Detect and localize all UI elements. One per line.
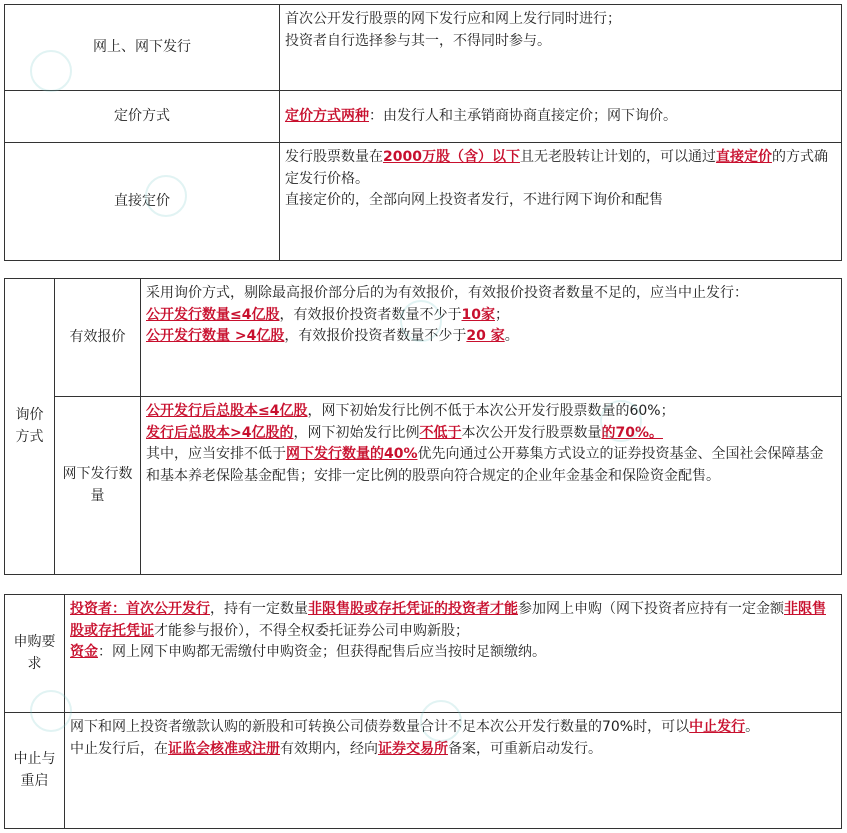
text: ； [494,306,509,323]
cell-label-offline-qty [55,397,141,575]
highlight-text: 公开发行后总股本≤4亿股 [146,403,308,419]
highlight-text: 投资者：首次公开发行 [70,601,210,617]
text: ，有效报价投资者数量不少于 [279,306,462,323]
highlight-text: 2000万股（含）以下 [383,149,520,165]
text-para [285,147,836,190]
cell-label-suspend [5,713,65,829]
cell-label-inquiry [5,279,55,575]
highlight-text: 中止发行 [689,719,746,735]
label-line: 中止与 [13,750,56,767]
label-line: 申购要 [13,633,56,650]
text-para [146,444,836,487]
highlight-text: 20 家 [466,328,505,345]
text-para [70,739,836,761]
cell-label-direct: 直接定价 [5,143,280,261]
cell-pricing [280,91,842,143]
highlight-text: 非限售股或存托凭证 [70,601,826,639]
cell-label-subscribe [5,595,65,713]
highlight-text: 公开发行数量 >4亿股 [146,328,285,345]
table-subscription [4,594,842,829]
label-line: 量 [90,487,105,504]
text: 的方式确定发行价格。 [285,149,828,187]
highlight-text: 的70%。 [601,424,663,441]
text: 。 [745,719,760,735]
text: ，有效报价投资者数量不少于 [284,328,467,345]
text: 且无老股转让计划的，可以通过 [519,149,716,165]
text-line: 首次公开发行股票的网下发行应和网上发行同时进行； [285,11,621,27]
table-inquiry-method [4,278,842,575]
table-row [5,143,842,261]
text: 发行股票数量在 [285,149,383,165]
text-para [146,423,836,445]
text: 。 [504,328,519,345]
highlight-text: 不低于 [419,424,462,441]
cell-direct [280,143,842,261]
text: ：网上网下申购都无需缴付申购资金；但获得配售后应当按时足额缴纳。 [98,644,546,661]
cell-offline-qty [141,397,842,575]
text: ，持有一定数量 [210,601,308,617]
text: 才能参与报价），不得全权委托证券公司申购新股； [154,622,469,639]
highlight-text: 资金 [70,644,98,661]
highlight-text: 发行后总股本>4亿股的 [146,424,294,441]
highlight-text: 网下发行数量的40% [286,446,418,463]
text-para [70,599,836,642]
text: 备案，可重新启动发行。 [448,740,602,757]
text-para [146,326,836,348]
highlight-text: 10家 [461,306,495,323]
cell-suspend [65,713,842,829]
text: 其中，应当安排不低于 [146,446,286,463]
table-row [5,5,842,91]
table-row [5,595,842,713]
highlight-text: 证券交易所 [378,740,448,757]
text: ，网下初始发行比例不低于本次公开发行股票数量的60%； [307,403,675,419]
label-line: 方式 [15,428,44,445]
text-para [146,401,836,423]
table-row [5,279,842,397]
cell-subscribe [65,595,842,713]
table-row [5,713,842,829]
text: ：由发行人和主承销商协商直接定价；网下询价。 [369,107,677,124]
label-line: 重启 [20,772,49,789]
cell-label-valid-quote: 有效报价 [55,279,141,397]
cell-label-online-offline: 网上、网下发行 [5,5,280,91]
cell-valid-quote [141,279,842,397]
highlight-text: 证监会核准或注册 [168,740,280,757]
cell-label-pricing: 定价方式 [5,91,280,143]
text-para [70,642,836,664]
label-line: 询价 [15,406,44,423]
text: 中止发行后，在 [70,740,168,757]
highlight-text: 直接定价 [715,149,772,165]
table-issuance-method [4,4,842,261]
text: 本次公开发行股票数量 [461,424,602,441]
label-line: 求 [27,655,42,672]
text-para [70,717,836,739]
highlight-text: 非限售股或存托凭证的投资者才能 [308,601,518,617]
text: 有效期内，经向 [280,740,378,757]
label-line: 网下发行数 [62,465,133,482]
table-row [5,397,842,575]
text-line: 采用询价方式，剔除最高报价部分后的为有效报价，有效报价投资者数量不足的，应当中止发行： [146,285,748,301]
text-line: 投资者自行选择参与其一，不得同时参与。 [285,32,551,49]
text: 网下和网上投资者缴款认购的新股和可转换公司债券数量合计不足本次公开发行数量的70%时，可以 [70,719,690,735]
table-row [5,91,842,143]
highlight-text: 公开发行数量≤4亿股 [146,306,280,323]
text: 参加网上申购（网下投资者应持有一定金额 [518,601,784,617]
cell-online-offline [280,5,842,91]
highlight-text: 定价方式两种 [285,107,369,124]
text-para [146,305,836,327]
text: ，网下初始发行比例 [293,424,420,441]
text-line: 直接定价的，全部向网上投资者发行，不进行网下询价和配售 [285,192,663,209]
text: 优先向通过公开募集方式设立的证券投资基金、全国社会保障基金和基本养老保险基金配售；安排一定比例的股票向符合规定的企业年金基金和保险资金配售。 [146,446,824,485]
